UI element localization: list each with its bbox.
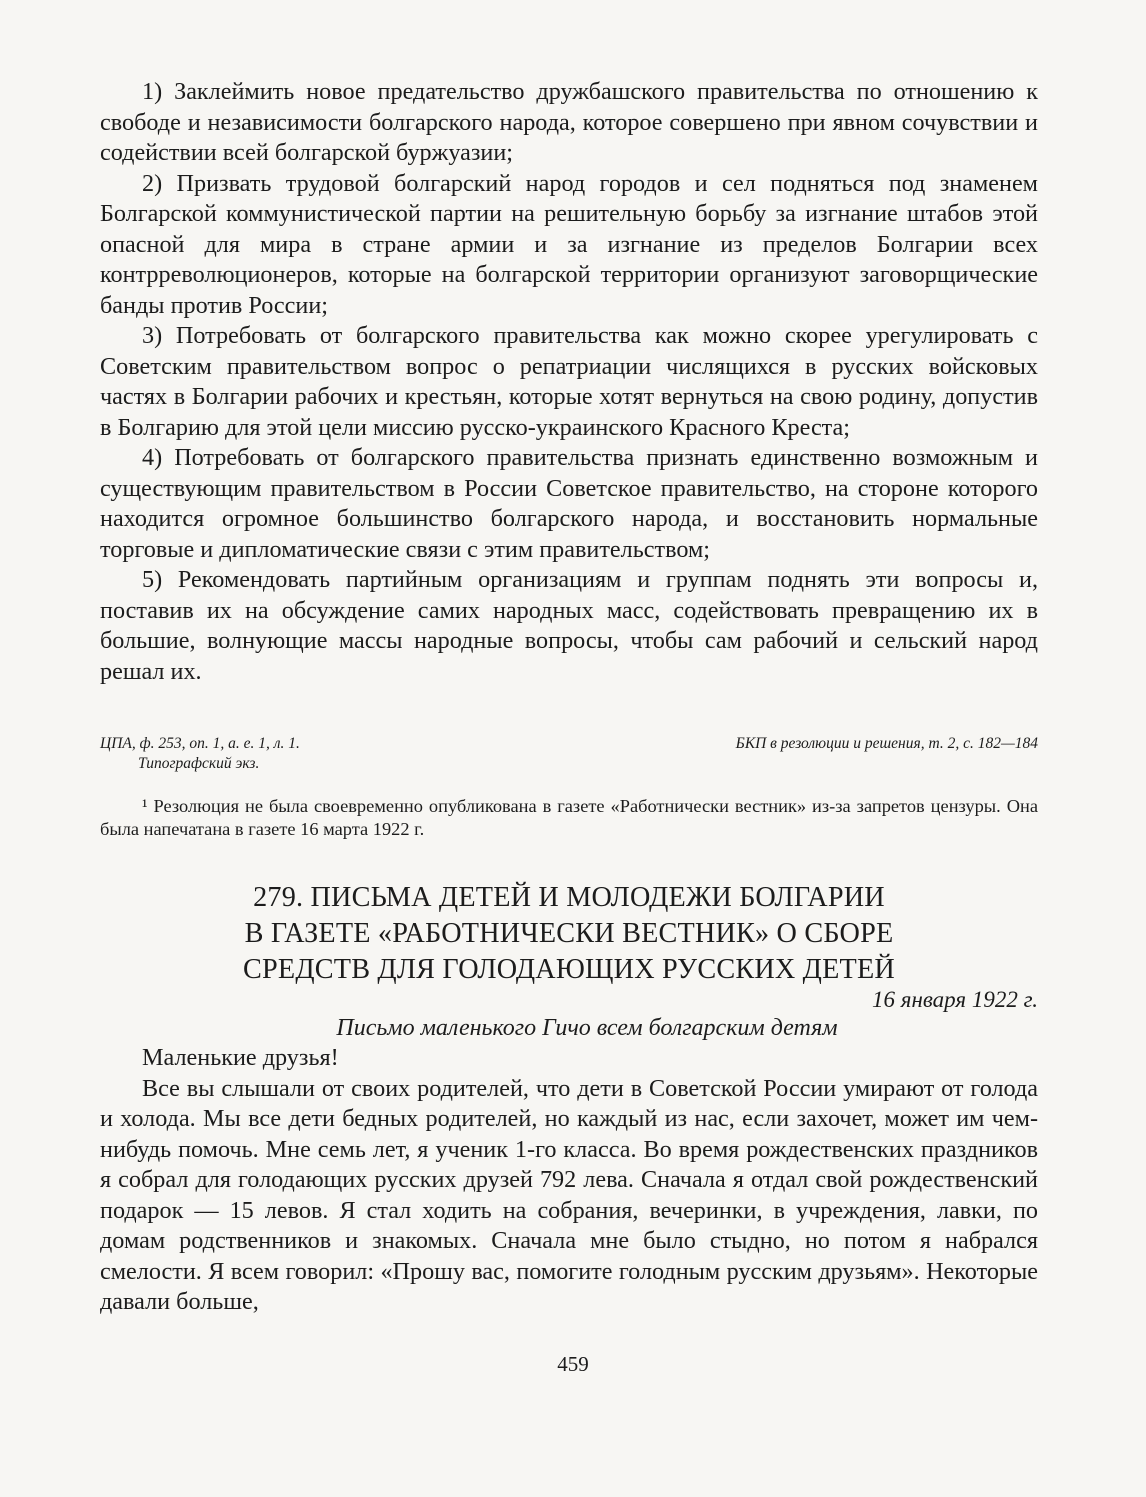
letter-salutation: Маленькие друзья! bbox=[142, 1044, 339, 1071]
resolution-point-2: 2) Призвать трудовой болгарский народ городов и сел подняться под знаменем Болгарской коммунистической партии на решительную борьбу за изгнание штабов этой опасной для мира в стране армии и за изгнание из пределов Болгарии всех контрреволюционеров, которые на болгарской территории организуют заговорщические банды против России; bbox=[100, 169, 1038, 319]
document-date: 16 января 1922 г. bbox=[872, 987, 1038, 1012]
letter-subtitle: Письмо маленького Гичо всем болгарским детям bbox=[336, 1015, 838, 1041]
title-line-1: 279. ПИСЬМА ДЕТЕЙ И МОЛОДЕЖИ БОЛГАРИИ bbox=[253, 882, 885, 913]
resolution-points bbox=[100, 77, 1038, 687]
letter-body: Все вы слышали от своих родителей, что дети в Советской России умирают от голода и холода. Мы все дети бедных родителей, но каждый из нас, если захочет, может им чем-нибудь помочь. Мне семь лет, я ученик 1-го класса. Во время рождественских праздников я собрал для голодающих русских друзей 792 лева. Сначала я отдал свой рождественский подарок — 15 левов. Я стал ходить на собрания, вечеринки, в учреждения, лавки, по домам родственников и знакомых. Сначала мне было стыдно, но потом я набрался смелости. Я всем говорил: «Прошу вас, помогите голодным русским друзьям». Некоторые давали больше, bbox=[100, 1074, 1038, 1315]
copy-type: Типографский экз. bbox=[138, 755, 260, 772]
document-title bbox=[100, 880, 1038, 988]
resolution-point-3: 3) Потребовать от болгарского правительства как можно скорее урегулировать с Советским правительством вопрос о репатриации числящихся в русских войсковых частях в Болгарии рабочих и крестьян, которые хотят вернуться на свою родину, допустив в Болгарию для этой цели миссию русско-украинского Красного Креста; bbox=[100, 322, 1038, 441]
title-line-2: В ГАЗЕТЕ «РАБОТНИЧЕСКИ ВЕСТНИК» О СБОРЕ bbox=[244, 918, 894, 949]
resolution-point-1: 1) Заклеймить новое предательство дружбашского правительства по отношению к свободе и независимости болгарского народа, которое совершено при явном сочувствии и содействии всей болгарской буржуазии; bbox=[100, 78, 1038, 166]
publication-reference: БКП в резолюции и решения, т. 2, с. 182—184 bbox=[735, 735, 1038, 752]
resolution-point-4: 4) Потребовать от болгарского правительства признать единственно возможным и существующим правительством в России Советское правительство, на стороне которого находится огромное большинство болгарского народа, и восстановить нормальные торговые и дипломатические связи с этим правительством; bbox=[100, 444, 1038, 563]
footnote-text: Резолюция не была своевременно опубликована в газете «Работнически вестник» из-за запретов цензуры. Она была напечатана в газете 16 марта 1922 г. bbox=[100, 796, 1038, 839]
page-number: 459 bbox=[557, 1352, 589, 1376]
archive-reference: ЦПА, ф. 253, оп. 1, а. е. 1, л. 1. bbox=[100, 735, 300, 752]
letter-text bbox=[100, 1043, 1038, 1318]
footnote-marker: ¹ bbox=[142, 796, 148, 816]
title-line-3: СРЕДСТВ ДЛЯ ГОЛОДАЮЩИХ РУССКИХ ДЕТЕЙ bbox=[243, 954, 895, 985]
footnote bbox=[100, 795, 1038, 841]
resolution-point-5: 5) Рекомендовать партийным организациям и группам поднять эти вопросы и, поставив их на обсуждение самих народных масс, содействовать превращению их в большие, волнующие массы народные вопросы, чтобы сам рабочий и сельский народ решал их. bbox=[100, 566, 1038, 685]
